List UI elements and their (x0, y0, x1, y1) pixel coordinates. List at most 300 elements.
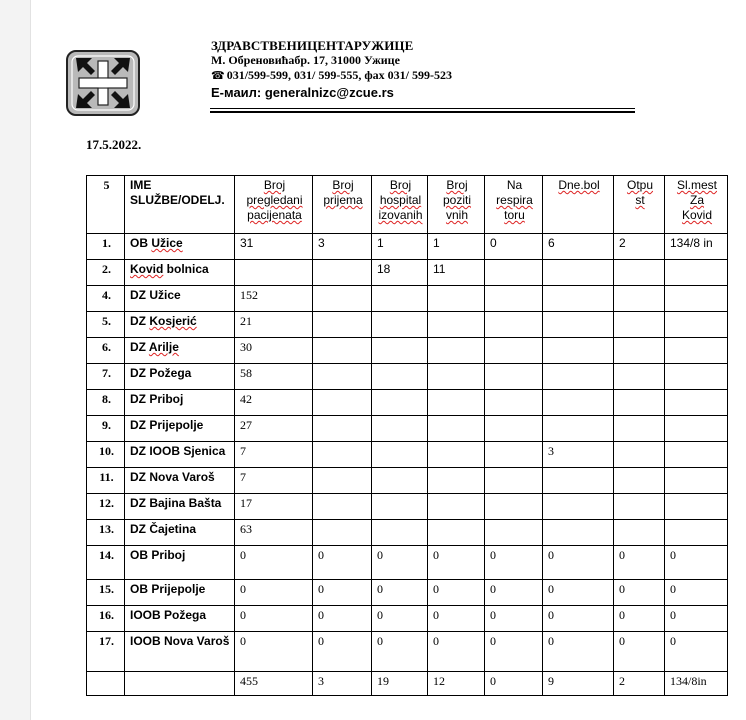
header-resp-line1: Na (506, 178, 523, 192)
table-row (87, 260, 728, 286)
row-value-c6 (543, 494, 614, 520)
cell-text: DZ Čajetina (130, 522, 197, 536)
row-number (87, 390, 125, 416)
row-value-c2 (313, 416, 372, 442)
row-number (87, 632, 125, 672)
cell-text: 10. (99, 444, 114, 458)
cell-text: 0 (490, 236, 497, 250)
cell-text: 17 (240, 496, 252, 510)
row-institution-name (125, 520, 235, 546)
row-value-c1 (235, 632, 313, 672)
row-value-c4 (428, 442, 485, 468)
row-institution-name (125, 390, 235, 416)
row-value-c6 (543, 338, 614, 364)
cell-text: 0 (433, 634, 439, 648)
cell-text: 5. (102, 314, 111, 328)
row-value-c1 (235, 606, 313, 632)
cell-text: 134/8 in (670, 236, 713, 250)
row-value-c4 (428, 520, 485, 546)
table-row (87, 338, 728, 364)
header-hosp-line2: hospital (379, 193, 422, 207)
header-num: 5 (87, 176, 125, 234)
cell-text: DZ Arilje (130, 340, 179, 354)
row-value-c8 (665, 390, 728, 416)
cell-text: 3 (318, 674, 324, 688)
cell-text: DZ Prijepolje (130, 418, 204, 432)
header-dnebol-line1: Dne.bol (558, 178, 600, 192)
page-edge-divider (30, 0, 31, 720)
header-dne-bol (543, 176, 614, 234)
row-value-c6 (543, 468, 614, 494)
cell-text: 0 (490, 634, 496, 648)
header-hosp-line3: izovanih (378, 208, 423, 222)
row-value-c6 (543, 286, 614, 312)
cell-text: DZ Požega (130, 366, 192, 380)
row-value-c8 (665, 312, 728, 338)
row-value-c5 (485, 286, 543, 312)
row-value-c6 (543, 606, 614, 632)
spellcheck-underline: Užice (151, 236, 183, 250)
cell-text: 17. (99, 634, 114, 648)
cell-text: Kovid bolnica (130, 262, 209, 276)
org-address: М. Обреновићабр. 17, 31000 Ужице (211, 53, 400, 67)
row-value-c2 (313, 520, 372, 546)
row-value-c1 (235, 312, 313, 338)
row-value-c3 (372, 606, 428, 632)
org-email: Е-маил: generalnizc@zcue.rs (211, 85, 394, 100)
cell-text: 0 (240, 582, 246, 596)
cell-text: 0 (619, 634, 625, 648)
row-value-c5 (485, 632, 543, 672)
cell-text: 0 (240, 608, 246, 622)
row-value-c2 (313, 234, 372, 260)
header-poz-line2: poziti (442, 193, 471, 207)
table-row (87, 580, 728, 606)
cell-text: IOOB Nova Varoš (130, 634, 230, 648)
cell-text: 9. (102, 418, 111, 432)
row-value-c3 (372, 442, 428, 468)
row-value-c3 (372, 364, 428, 390)
cell-text: 15. (99, 582, 114, 596)
row-value-c6 (543, 364, 614, 390)
table-row (87, 312, 728, 338)
row-value-c7 (614, 606, 665, 632)
cell-text: 0 (619, 548, 625, 562)
row-value-c2 (313, 260, 372, 286)
row-value-c1 (235, 442, 313, 468)
row-value-c4 (428, 580, 485, 606)
cell-text: 0 (433, 582, 439, 596)
cell-text: 7 (240, 470, 246, 484)
row-value-c4 (428, 312, 485, 338)
cell-text: 0 (490, 582, 496, 596)
spellcheck-underline: Arilje (148, 340, 179, 354)
cell-text: 134/8in (670, 674, 707, 688)
header-resp-line3: toru (504, 208, 525, 222)
row-value-c3 (372, 672, 428, 696)
row-value-c8 (665, 632, 728, 672)
row-value-c1 (235, 338, 313, 364)
row-value-c5 (485, 494, 543, 520)
row-value-c5 (485, 672, 543, 696)
row-number (87, 468, 125, 494)
cell-text: OB Prijepolje (130, 582, 206, 596)
row-value-c4 (428, 606, 485, 632)
row-value-c5 (485, 390, 543, 416)
cell-text: 0 (619, 608, 625, 622)
cell-text: 6 (548, 236, 555, 250)
row-value-c7 (614, 468, 665, 494)
cell-text: 2. (102, 262, 111, 276)
row-value-c1 (235, 468, 313, 494)
cell-text: 1. (102, 236, 111, 250)
row-value-c2 (313, 546, 372, 580)
row-value-c8 (665, 520, 728, 546)
row-value-c4 (428, 416, 485, 442)
cell-text: IOOB Požega (130, 608, 207, 622)
row-value-c5 (485, 468, 543, 494)
report-date: 17.5.2022. (86, 137, 142, 152)
header-ime-line1: IME (130, 178, 152, 192)
cell-text: 4. (102, 288, 111, 302)
row-value-c6 (543, 260, 614, 286)
row-value-c2 (313, 390, 372, 416)
row-value-c8 (665, 416, 728, 442)
header-pregledani (235, 176, 313, 234)
row-value-c6 (543, 390, 614, 416)
cell-text: 0 (548, 582, 554, 596)
row-value-c1 (235, 546, 313, 580)
row-institution-name (125, 606, 235, 632)
cell-text: DZ Bajina Bašta (130, 496, 222, 510)
row-value-c4 (428, 390, 485, 416)
cell-text: 0 (490, 548, 496, 562)
row-value-c5 (485, 260, 543, 286)
cell-text: OB Priboj (130, 548, 186, 562)
row-value-c5 (485, 442, 543, 468)
row-value-c2 (313, 312, 372, 338)
row-number (87, 364, 125, 390)
org-phones-line (211, 68, 452, 83)
cell-text: 0 (548, 634, 554, 648)
row-value-c4 (428, 338, 485, 364)
row-institution-name (125, 286, 235, 312)
cell-text: 0 (377, 548, 383, 562)
cell-text: 21 (240, 314, 252, 328)
row-value-c8 (665, 260, 728, 286)
cell-text: DZ Užice (130, 288, 181, 302)
header-sl-mesta (665, 176, 728, 234)
row-value-c3 (372, 546, 428, 580)
row-value-c2 (313, 580, 372, 606)
page-margin (0, 0, 30, 720)
row-value-c3 (372, 580, 428, 606)
row-value-c2 (313, 494, 372, 520)
cell-text: 11. (99, 470, 114, 484)
row-value-c2 (313, 468, 372, 494)
row-number (87, 234, 125, 260)
row-number (87, 520, 125, 546)
header-pozitivnih (428, 176, 485, 234)
table-row (87, 364, 728, 390)
table-row (87, 416, 728, 442)
cell-text: 0 (548, 548, 554, 562)
header-otpust-line1: Otpu (626, 178, 653, 192)
row-value-c4 (428, 632, 485, 672)
row-value-c5 (485, 416, 543, 442)
statistics-table (86, 175, 728, 696)
cell-text: 0 (548, 608, 554, 622)
row-value-c3 (372, 494, 428, 520)
row-value-c7 (614, 364, 665, 390)
row-institution-name (125, 312, 235, 338)
cell-text: 3 (548, 444, 554, 458)
table-row (87, 234, 728, 260)
cell-text: 12. (99, 496, 114, 510)
cell-text: 0 (318, 608, 324, 622)
header-pregledani-line1: Broj (263, 178, 286, 192)
header-slmest-line2: Za (689, 193, 704, 207)
cell-text: 30 (240, 340, 252, 354)
cell-text: 6. (102, 340, 111, 354)
row-value-c7 (614, 520, 665, 546)
row-institution-name (125, 364, 235, 390)
row-value-c1 (235, 672, 313, 696)
cell-text: 0 (670, 608, 676, 622)
cell-text: 1 (433, 236, 440, 250)
row-institution-name (125, 672, 235, 696)
cell-text: 0 (240, 634, 246, 648)
cell-text: DZ Kosjerić (130, 314, 197, 328)
row-number (87, 338, 125, 364)
table-row (87, 606, 728, 632)
row-number (87, 312, 125, 338)
row-value-c3 (372, 312, 428, 338)
row-value-c1 (235, 520, 313, 546)
row-value-c3 (372, 234, 428, 260)
row-value-c6 (543, 672, 614, 696)
row-value-c4 (428, 234, 485, 260)
row-value-c8 (665, 606, 728, 632)
cell-text: OB Užice (130, 236, 183, 250)
table-row (87, 632, 728, 672)
row-value-c4 (428, 286, 485, 312)
row-value-c2 (313, 606, 372, 632)
row-value-c2 (313, 442, 372, 468)
row-value-c8 (665, 672, 728, 696)
row-value-c8 (665, 286, 728, 312)
table-row (87, 286, 728, 312)
header-ime (125, 176, 235, 234)
row-value-c5 (485, 580, 543, 606)
row-value-c4 (428, 494, 485, 520)
row-institution-name (125, 468, 235, 494)
cell-text: 31 (240, 236, 254, 250)
header-prijema (313, 176, 372, 234)
cell-text: 0 (670, 548, 676, 562)
table-row (87, 442, 728, 468)
cell-text: 0 (377, 582, 383, 596)
row-value-c1 (235, 390, 313, 416)
row-value-c7 (614, 416, 665, 442)
cell-text: 0 (318, 548, 324, 562)
header-hospitalizovanih (372, 176, 428, 234)
row-value-c1 (235, 494, 313, 520)
spellcheck-underline: Kovid (130, 262, 164, 276)
cell-text: 12 (433, 674, 445, 688)
table-row (87, 546, 728, 580)
cell-text: 0 (240, 548, 246, 562)
cell-text: 27 (240, 418, 252, 432)
cell-text: 0 (377, 634, 383, 648)
row-value-c3 (372, 260, 428, 286)
row-institution-name (125, 494, 235, 520)
row-value-c8 (665, 234, 728, 260)
row-value-c6 (543, 546, 614, 580)
row-number (87, 546, 125, 580)
header-prijema-line1: Broj (332, 178, 354, 192)
table-row (87, 390, 728, 416)
header-poz-line3: vnih (445, 208, 468, 222)
cell-text: 7. (102, 366, 111, 380)
row-value-c7 (614, 338, 665, 364)
org-phones: 031/599-599, 031/ 599-555, фах 031/ 599-523 (226, 68, 452, 82)
row-number (87, 580, 125, 606)
row-institution-name (125, 260, 235, 286)
row-value-c8 (665, 580, 728, 606)
cell-text: DZ Nova Varoš (130, 470, 215, 484)
header-respirator (485, 176, 543, 234)
row-value-c5 (485, 606, 543, 632)
header-slmest-line1: Sl.mest (676, 178, 717, 192)
row-value-c8 (665, 468, 728, 494)
row-value-c6 (543, 632, 614, 672)
row-institution-name (125, 416, 235, 442)
row-value-c4 (428, 672, 485, 696)
row-value-c2 (313, 338, 372, 364)
header-hosp-line1: Broj (389, 178, 412, 192)
row-value-c5 (485, 234, 543, 260)
cell-text: 0 (490, 674, 496, 688)
row-value-c6 (543, 580, 614, 606)
row-value-c5 (485, 546, 543, 580)
row-value-c7 (614, 632, 665, 672)
cell-text: 0 (433, 608, 439, 622)
row-value-c3 (372, 632, 428, 672)
row-institution-name (125, 632, 235, 672)
cell-text: 0 (318, 634, 324, 648)
cell-text: 0 (490, 608, 496, 622)
row-value-c6 (543, 234, 614, 260)
header-pregledani-line3: pacijenata (247, 208, 302, 222)
cell-text: 14. (99, 548, 114, 562)
row-value-c7 (614, 234, 665, 260)
row-value-c4 (428, 546, 485, 580)
cell-text: 63 (240, 522, 252, 536)
cell-text: 455 (240, 674, 258, 688)
row-number (87, 442, 125, 468)
row-value-c3 (372, 416, 428, 442)
row-value-c8 (665, 442, 728, 468)
row-value-c6 (543, 312, 614, 338)
row-institution-name (125, 580, 235, 606)
row-value-c6 (543, 416, 614, 442)
row-value-c6 (543, 442, 614, 468)
row-number (87, 494, 125, 520)
row-value-c7 (614, 286, 665, 312)
row-value-c5 (485, 338, 543, 364)
row-value-c7 (614, 390, 665, 416)
row-institution-name (125, 338, 235, 364)
header-poz-line1: Broj (446, 178, 468, 192)
header-otpust (614, 176, 665, 234)
header-otpust-line2: st (635, 193, 645, 207)
row-value-c3 (372, 338, 428, 364)
row-institution-name (125, 442, 235, 468)
row-value-c1 (235, 580, 313, 606)
row-value-c3 (372, 468, 428, 494)
cell-text: 11 (433, 262, 446, 276)
cell-text: 13. (99, 522, 114, 536)
row-value-c7 (614, 672, 665, 696)
row-number (87, 260, 125, 286)
cell-text: 18 (377, 262, 391, 276)
row-value-c2 (313, 286, 372, 312)
row-value-c7 (614, 546, 665, 580)
cell-text: 7 (240, 444, 246, 458)
row-value-c8 (665, 546, 728, 580)
header-rule-thick (210, 111, 635, 113)
cell-text: 16. (99, 608, 114, 622)
row-number (87, 672, 125, 696)
cell-text: 2 (619, 674, 625, 688)
row-value-c7 (614, 312, 665, 338)
cell-text: 0 (318, 582, 324, 596)
row-value-c1 (235, 260, 313, 286)
header-pregledani-line2: pregledani (246, 193, 303, 207)
row-value-c7 (614, 260, 665, 286)
cell-text: 0 (433, 548, 439, 562)
row-value-c5 (485, 364, 543, 390)
header-resp-line2: respira (496, 193, 533, 207)
row-value-c2 (313, 364, 372, 390)
row-number (87, 606, 125, 632)
row-number (87, 416, 125, 442)
header-rule (210, 108, 635, 109)
arrows-cross-logo-icon (66, 50, 140, 116)
row-value-c7 (614, 442, 665, 468)
header-slmest-line3: Kovid (681, 208, 713, 222)
row-value-c2 (313, 632, 372, 672)
row-value-c1 (235, 234, 313, 260)
row-value-c8 (665, 338, 728, 364)
cell-text: 0 (377, 608, 383, 622)
row-number (87, 286, 125, 312)
cell-text: 58 (240, 366, 252, 380)
row-institution-name (125, 546, 235, 580)
telephone-icon: ☎ (211, 69, 225, 82)
row-value-c1 (235, 286, 313, 312)
row-value-c6 (543, 520, 614, 546)
spellcheck-underline: Kosjerić (149, 314, 197, 328)
row-value-c8 (665, 494, 728, 520)
cell-text: DZ Priboj (130, 392, 184, 406)
row-value-c3 (372, 390, 428, 416)
table-row (87, 520, 728, 546)
cell-text: DZ IOOB Sjenica (130, 444, 226, 458)
cell-text: 152 (240, 288, 258, 302)
cell-text: 42 (240, 392, 252, 406)
